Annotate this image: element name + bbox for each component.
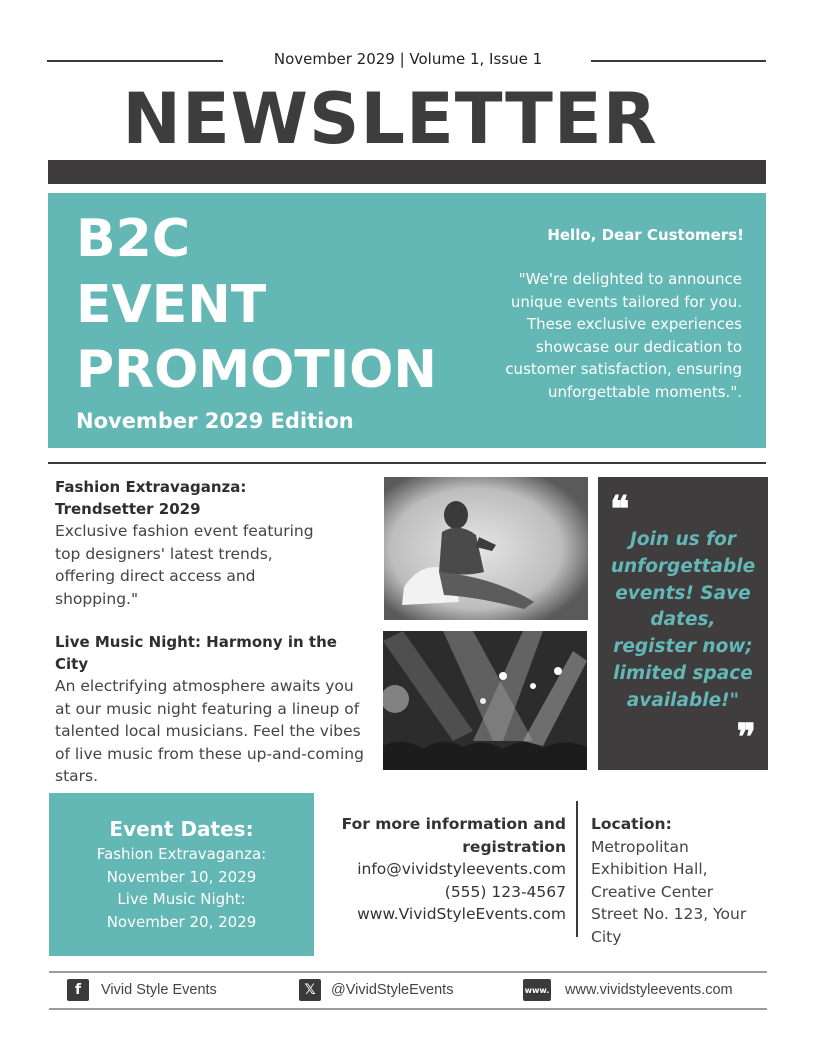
event-date-line: November 20, 2029 (106, 912, 257, 931)
footer-x[interactable] (299, 979, 453, 1001)
article-fashion (55, 476, 373, 610)
contact-heading: For more information and registration (341, 815, 566, 856)
quote-box (598, 477, 768, 770)
footer-website[interactable] (523, 979, 733, 1001)
footer-facebook-label: Vivid Style Events (101, 982, 217, 998)
article-title: Fashion Extravaganza: Trendsetter 2029 (55, 478, 247, 518)
banner-title-line-3: PROMOTION (76, 340, 437, 400)
www-icon: www. (523, 979, 551, 1001)
contact-phone[interactable]: (555) 123-4567 (444, 882, 566, 901)
facebook-icon: f (67, 979, 89, 1001)
banner-greeting: Hello, Dear Customers! (547, 226, 744, 244)
article-body: Exclusive fashion event featuring top designers' latest trends, offering direct access and shopping." (55, 522, 314, 608)
event-dates-box (49, 793, 314, 956)
event-dates-title: Event Dates: (109, 817, 254, 841)
event-date-line: Live Music Night: (117, 890, 246, 908)
footer-website-label: www.vividstyleevents.com (565, 982, 733, 998)
location-block (591, 813, 761, 948)
promo-banner (48, 193, 766, 448)
fashion-photo (384, 477, 588, 620)
masthead-bar (48, 160, 766, 184)
footer-facebook[interactable] (67, 979, 217, 1001)
concert-photo (383, 631, 587, 770)
open-quote-icon: ❝ (610, 488, 630, 530)
contact-block (320, 813, 566, 926)
contact-email[interactable]: info@vividstyleevents.com (357, 860, 566, 878)
contact-divider (576, 801, 578, 937)
close-quote-icon: ❞ (736, 716, 756, 758)
article-title: Live Music Night: Harmony in the City (55, 633, 337, 673)
banner-title-line-2: EVENT (76, 275, 267, 335)
banner-title-line-1: B2C (76, 209, 190, 269)
footer-rule-bottom (49, 1008, 767, 1010)
event-date-line: Fashion Extravaganza: (96, 845, 267, 863)
section-divider (48, 462, 766, 464)
quote-text: Join us for unforgettable events! Save dates, register now; limited space available!" (610, 529, 756, 711)
article-music (55, 631, 373, 788)
masthead-title: NEWSLETTER (122, 78, 658, 160)
issue-line: November 2029 | Volume 1, Issue 1 (273, 50, 543, 68)
footer-x-label: @VividStyleEvents (331, 982, 454, 998)
footer-rule-top (49, 971, 767, 973)
event-date-line: November 10, 2029 (106, 867, 257, 886)
contact-website[interactable]: www.VividStyleEvents.com (357, 905, 566, 923)
x-icon: 𝕏 (299, 979, 321, 1001)
banner-message: "We're delighted to announce unique events tailored for you. These exclusive experiences showcase our dedication to customer satisfaction, ensuring unforgettable moments.". (505, 270, 742, 401)
location-heading: Location: (591, 815, 672, 833)
article-body: An electrifying atmosphere awaits you at our music night featuring a lineup of talented local musicians. Feel the vibes of live music from these up-and-coming stars. (55, 677, 364, 785)
banner-edition: November 2029 Edition (76, 409, 354, 433)
location-address: Metropolitan Exhibition Hall, Creative Center Street No. 123, Your City (591, 837, 747, 946)
